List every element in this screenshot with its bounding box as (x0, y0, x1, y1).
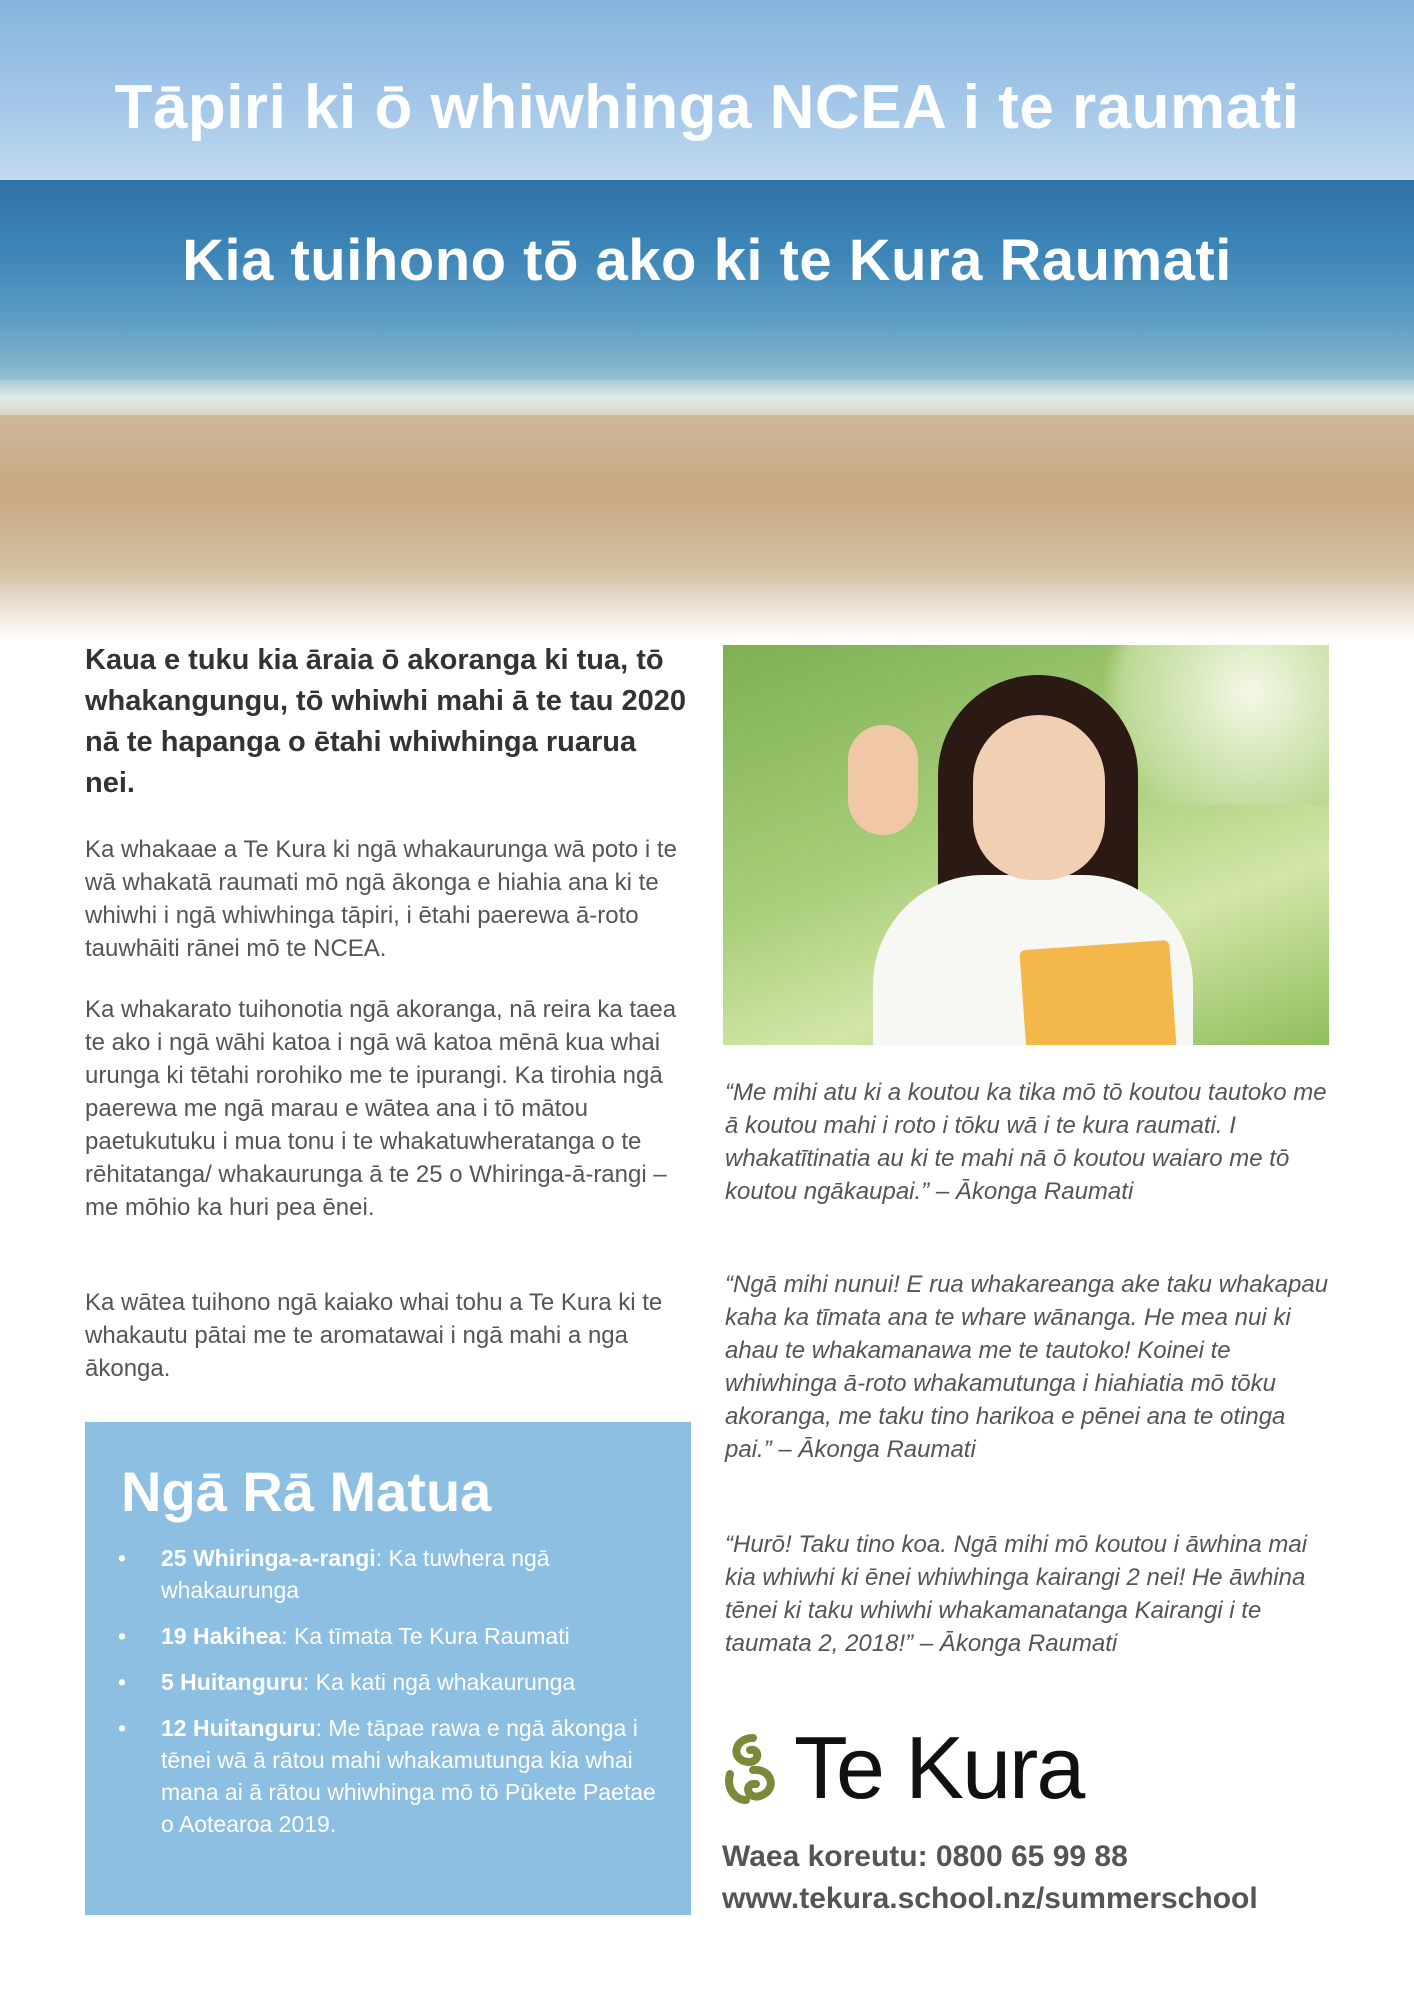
hero-banner (0, 0, 1414, 640)
sand-image (0, 415, 1414, 640)
list-item (85, 1542, 691, 1606)
body-paragraph: Ka whakarato tuihonotia ngā akoranga, nā reira ka taea te ako i ngā wāhi katoa i ngā wā katoa mēnā kua whai urunga ki tētahi rorohiko me te ipurangi. Ka tirohia ngā paerewa me ngā marau e wātea ana i tō mātou paetukutuku i mua tonu i te whakatuwheratanga o te rēhitatanga/ whakaurunga ā te 25 o Whiringa-ā-rangi – me mōhio ka huri pea ēnei. (85, 996, 677, 1221)
date-description: : Me tāpae rawa e ngā ākonga i tēnei wā ā rātou mahi whakamutunga kia whai mana ai ā rātou whiwhinga mō tō Pūkete Paetae o Aotearoa 2019. (161, 1715, 656, 1837)
key-dates-heading: Ngā Rā Matua (121, 1460, 492, 1523)
page-subtitle: Kia tuihono tō ako ki te Kura Raumati (182, 228, 1232, 293)
body-paragraph: Ka wātea tuihono ngā kaiako whai tohu a Te Kura ki te whakautu pātai me te aromatawai i ngā mahi a nga ākonga. (85, 1289, 663, 1382)
date-description: : Ka tuwhera ngā whakaurunga (161, 1545, 550, 1603)
bullet-icon: • (118, 1669, 127, 1695)
list-item (85, 1666, 691, 1698)
logo-text: Te Kura (794, 1718, 1084, 1817)
website-link[interactable]: www.tekura.school.nz/summerschool (722, 1882, 1258, 1915)
date-label: 19 Hakihea (161, 1623, 282, 1649)
student-photo (723, 645, 1329, 1045)
date-label: 25 Whiringa-a-rangi (161, 1545, 376, 1571)
list-item (85, 1620, 691, 1652)
koru-icon (722, 1730, 784, 1806)
testimonial-quote: “Me mihi atu ki a koutou ka tika mō tō koutou tautoko me ā koutou mahi i roto i tōku wā i te kura raumati. I whakatītinatia au ki te mahi nā ō koutou waiaro me tō koutou ngākaupai.” – Ākonga Raumati (725, 1079, 1327, 1205)
date-label: 12 Huitanguru (161, 1715, 316, 1741)
page-title: Tāpiri ki ō whiwhinga NCEA i te raumati (114, 73, 1300, 142)
testimonial-quote: “Hurō! Taku tino koa. Ngā mihi mō koutou i āwhina mai kia whiwhi ki ēnei whiwhinga kairangi 2 nei! He āwhina tēnei ki taku whiwhi whakamanatanga Kairangi i te taumata 2, 2018!” – Ākonga Raumati (725, 1531, 1308, 1657)
key-dates-box (85, 1422, 691, 1915)
lead-paragraph: Kaua e tuku kia āraia ō akoranga ki tua, tō whakangungu, tō whiwhi mahi ā te tau 2020 nā te hapanga o ētahi whiwhinga ruarua nei. (85, 644, 687, 799)
surf-image (0, 380, 1414, 420)
bullet-icon: • (118, 1545, 127, 1571)
date-description: : Ka kati ngā whakaurunga (302, 1669, 576, 1695)
te-kura-logo (722, 1718, 1142, 1817)
testimonial-quote: “Ngā mihi nunui! E rua whakareanga ake taku whakapau kaha ka tīmata ana te whare wānanga. He mea nui ki ahau te whakamanawa me te tautoko! Koinei te whiwhinga ā-roto whakamutunga i hiahiatia mō tōku akoranga, me taku tino harikoa e pēnei ana te otinga pai.” – Ākonga Raumati (725, 1271, 1329, 1463)
bullet-icon: • (118, 1623, 127, 1649)
bullet-icon: • (118, 1715, 127, 1741)
list-item (85, 1712, 691, 1840)
phone-number: Waea koreutu: 0800 65 99 88 (722, 1840, 1128, 1873)
key-dates-list (85, 1542, 691, 1854)
date-label: 5 Huitanguru (161, 1669, 303, 1695)
date-description: : Ka tīmata Te Kura Raumati (281, 1623, 570, 1649)
body-paragraph: Ka whakaae a Te Kura ki ngā whakaurunga wā poto i te wā whakatā raumati mō ngā ākonga e hiahia ana ki te whiwhi i ngā whiwhinga tāpiri, i ētahi paerewa ā-roto tauwhāiti rānei mō te NCEA. (85, 836, 677, 962)
